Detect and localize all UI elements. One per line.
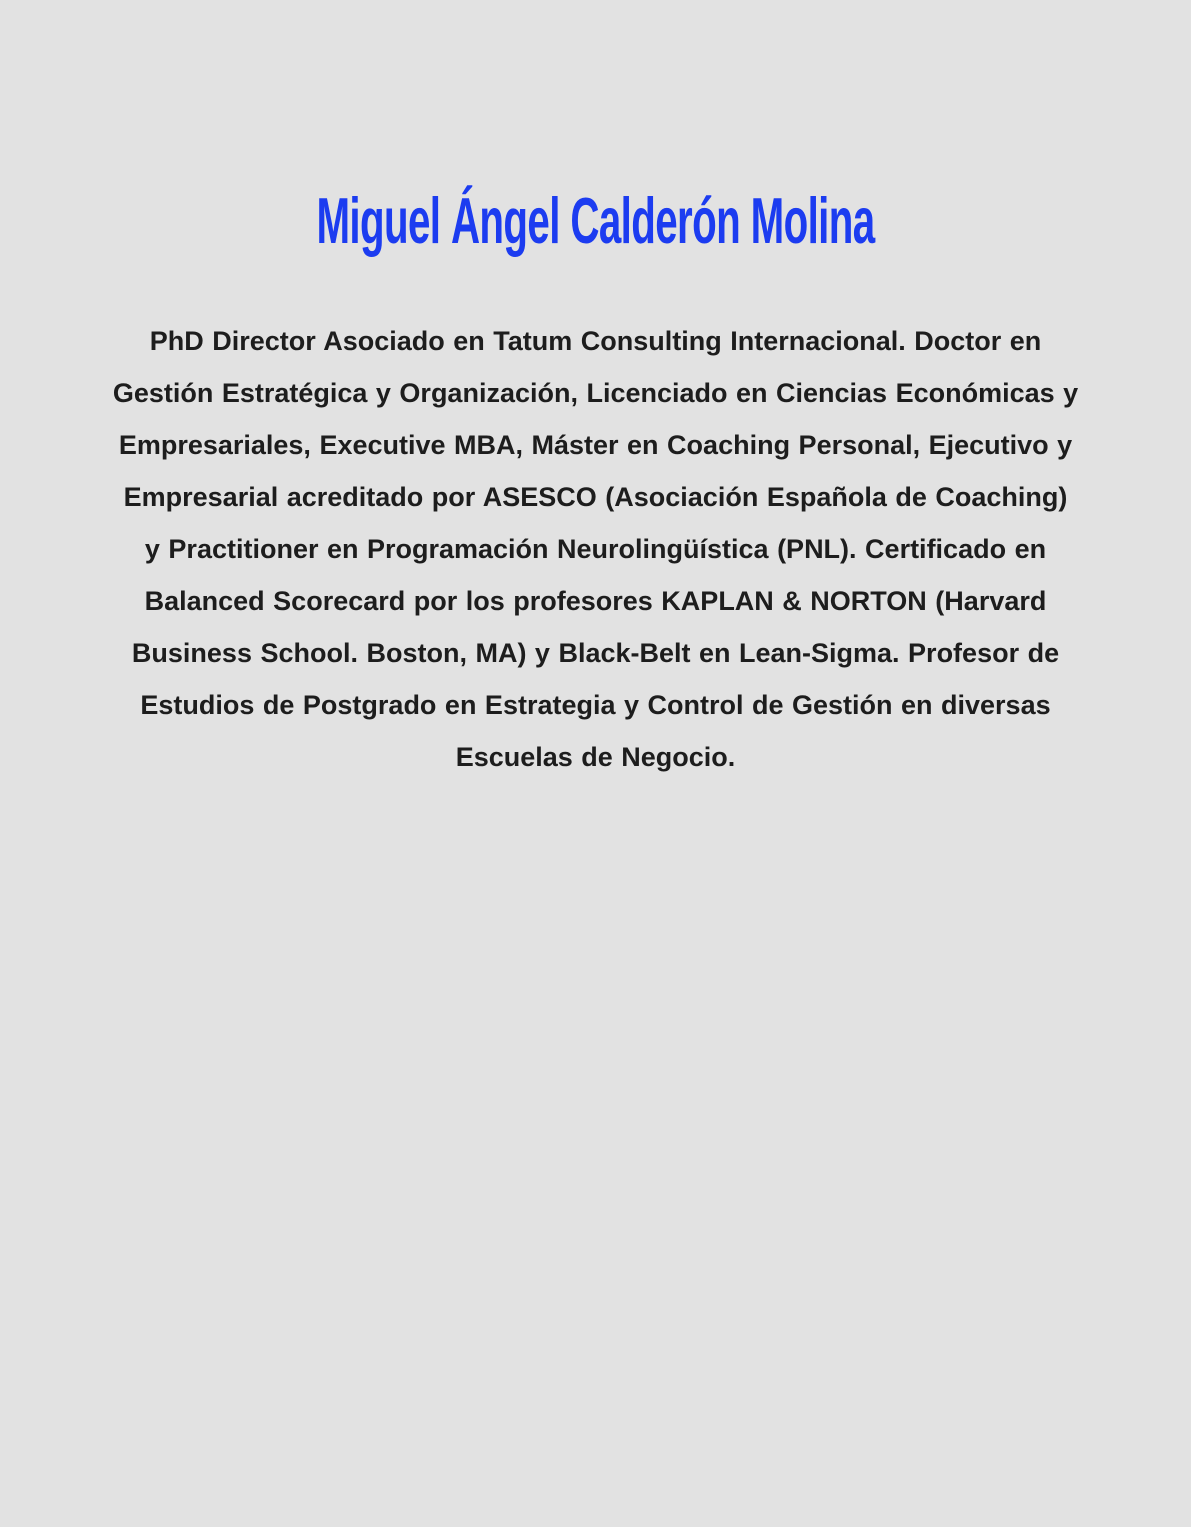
bio-line: Balanced Scorecard por los profesores KAPLAN & NORTON (Harvard — [144, 586, 1047, 616]
bio-line: y Practitioner en Programación Neurolingüística (PNL). Certificado en — [144, 534, 1047, 564]
page-title: Miguel Ángel Calderón Molina — [316, 184, 875, 257]
bio-line: Gestión Estratégica y Organización, Licenciado en Ciencias Económicas y — [112, 378, 1079, 408]
bio-paragraph — [0, 315, 1191, 783]
bio-line: Empresarial acreditado por ASESCO (Asociación Española de Coaching) — [123, 482, 1068, 512]
bio-line: PhD Director Asociado en Tatum Consulting Internacional. Doctor en — [149, 326, 1042, 356]
bio-line: Business School. Boston, MA) y Black-Belt en Lean-Sigma. Profesor de — [131, 638, 1060, 668]
bio-line: Estudios de Postgrado en Estrategia y Control de Gestión en diversas — [140, 690, 1051, 720]
bio-line: Empresariales, Executive MBA, Máster en Coaching Personal, Ejecutivo y — [118, 430, 1073, 460]
bio-line: Escuelas de Negocio. — [455, 742, 736, 772]
